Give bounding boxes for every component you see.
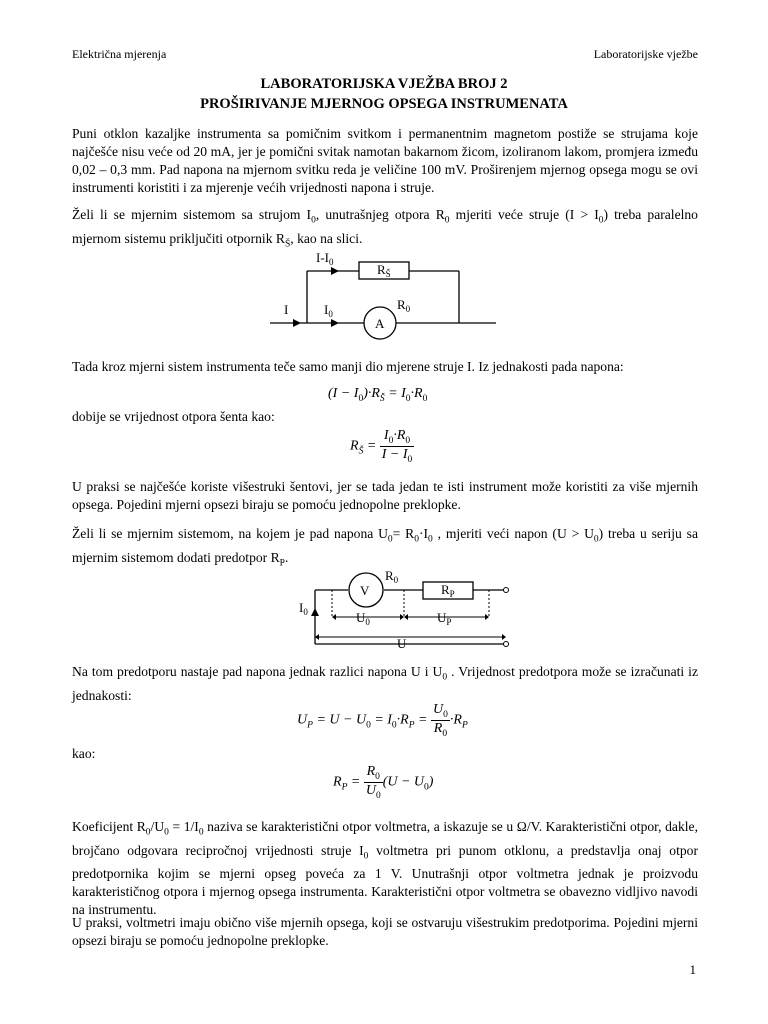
label-up: $U_P$ — [437, 610, 452, 627]
label-meter-resistance: $R_0$ — [397, 297, 411, 314]
terminal-top — [504, 588, 509, 593]
label-branch-current: $I-I_0$ — [316, 250, 334, 267]
paragraph-characteristic-resistance: Koeficijent $R_0/U_0 = 1/I_0$ naziva se karakteristični otpor voltmetra, a iskazuje se u Ω/V. Karakteristični otpor, dakle, brojčano odgovara recipročnoj vrijednosti struje $I_0$ voltmetra pri punom otklonu, a predstavlja onaj otpor predotpornika kojim se mjerni opseg poveća za 1 V. Unutrašnji otpor voltmetra jednak je proizvodu karakterističnog otpora i mjernog opsega instrumenta. Karakteristični otpor voltmetra se obavezno vidljivo navodi na instrumentu. — [72, 819, 698, 918]
label-current: $I_0$ — [299, 600, 308, 617]
header-right: Laboratorijske vježbe — [593, 47, 698, 61]
paragraph-current-split: Tada kroz mjerni sistem instrumenta teče samo manji dio mjerene struje I. Iz jednakosti pada napona: — [72, 359, 624, 374]
label-shunt: $R_Š$ — [377, 262, 391, 279]
title-line-1: LABORATORIJSKA VJEŽBA BROJ 2 — [260, 76, 508, 92]
label-series-resistor: $R_P$ — [441, 582, 455, 599]
current-arrow-icon — [311, 608, 319, 616]
paragraph-series-voltage: Na tom predotporu nastaje pad napona jednak razlici napona U i $U_0$ . Vrijednost predotpora može se izračunati iz jednakosti: — [72, 664, 698, 703]
equation-shunt-resistance: $R_Š$ = $\frac{I_0\cdot R_0}{I - I_0}$ — [350, 428, 413, 465]
label-input-current: I — [284, 302, 289, 317]
page-number: 1 — [689, 962, 696, 977]
paragraph-shunt-intro: Želi li se mjernim sistemom sa strujom $I_0$, unutrašnjeg otpora $R_0$ mjeriti veće struje $(I > I_0)$ treba paralelno mjernom sistemu priključiti otpornik $R_Š$, kao na slici. — [72, 207, 698, 250]
label-meter-resistance-2: $R_0$ — [385, 568, 399, 585]
paragraph-kao: kao: — [72, 746, 96, 761]
paragraph-series-resistor-intro: Želi li se mjernim sistemom, na kojem je pad napona $U_0= R_0\cdot I_0$ , mjeriti veći napon $(U > U_0)$ treba u seriju sa mjernim sistemom dodati predotpor $R_P$. — [72, 526, 698, 569]
title-line-2: PROŠIRIVANJE MJERNOG OPSEGA INSTRUMENATA — [200, 96, 568, 112]
header-left: Električna mjerenja — [72, 47, 167, 61]
label-meter-current: $I_0$ — [324, 302, 333, 319]
label-u: U — [397, 636, 407, 651]
label-u0: $U_0$ — [356, 610, 370, 627]
voltmeter-letter: V — [360, 583, 370, 598]
equation-series-voltage: $U_P = U - U_0 = I_0\cdot R_P$ = $\frac{U_0}{R_0}$ $\cdot R_P$ — [297, 702, 468, 739]
paragraph-multiple-shunts: U praksi se najčešće koriste višestruki šentovi, jer se tada jedan te isti instrument može koristiti za više mjernih opsega. Pojedini mjerni opsezi biraju se pomoću jednopolne preklopke. — [72, 479, 698, 512]
paragraph-multi-range-voltmeters: U praksi, voltmetri imaju obično više mjernih opsega, koji se ostvaruju višestrukim predotporima. Pojedini mjerni opsezi biraju se pomoću jednopolne preklopke. — [72, 915, 698, 948]
terminal-bottom — [504, 642, 509, 647]
ammeter-letter: A — [375, 316, 385, 331]
equation-voltage-equality: $(I - I_0)\cdot R_Š = I_0\cdot R_0$ — [328, 386, 428, 404]
paragraph-shunt-value: dobije se vrijednost otpora šenta kao: — [72, 409, 275, 424]
equation-series-resistance: $R_P$ = $\frac{R_0}{U_0}$ $(U - U_0)$ — [333, 764, 434, 801]
paragraph-intro: Puni otklon kazaljke instrumenta sa pomičnim svitkom i permanentnim magnetom postiže se strujama koje najčešće nisu veće od 20 mA, jer je pomični svitak namotan bakarnom žicom, izoliranom lakom, promjera između 0,02 – 0,3 mm. Pad napona na mjernom svitku reda je veličine 100 mV. Proširenjem mjernog opsega mogu se ovi instrumenti koristiti i za mjerenje većih vrijednosti napona i struje. — [72, 126, 698, 195]
